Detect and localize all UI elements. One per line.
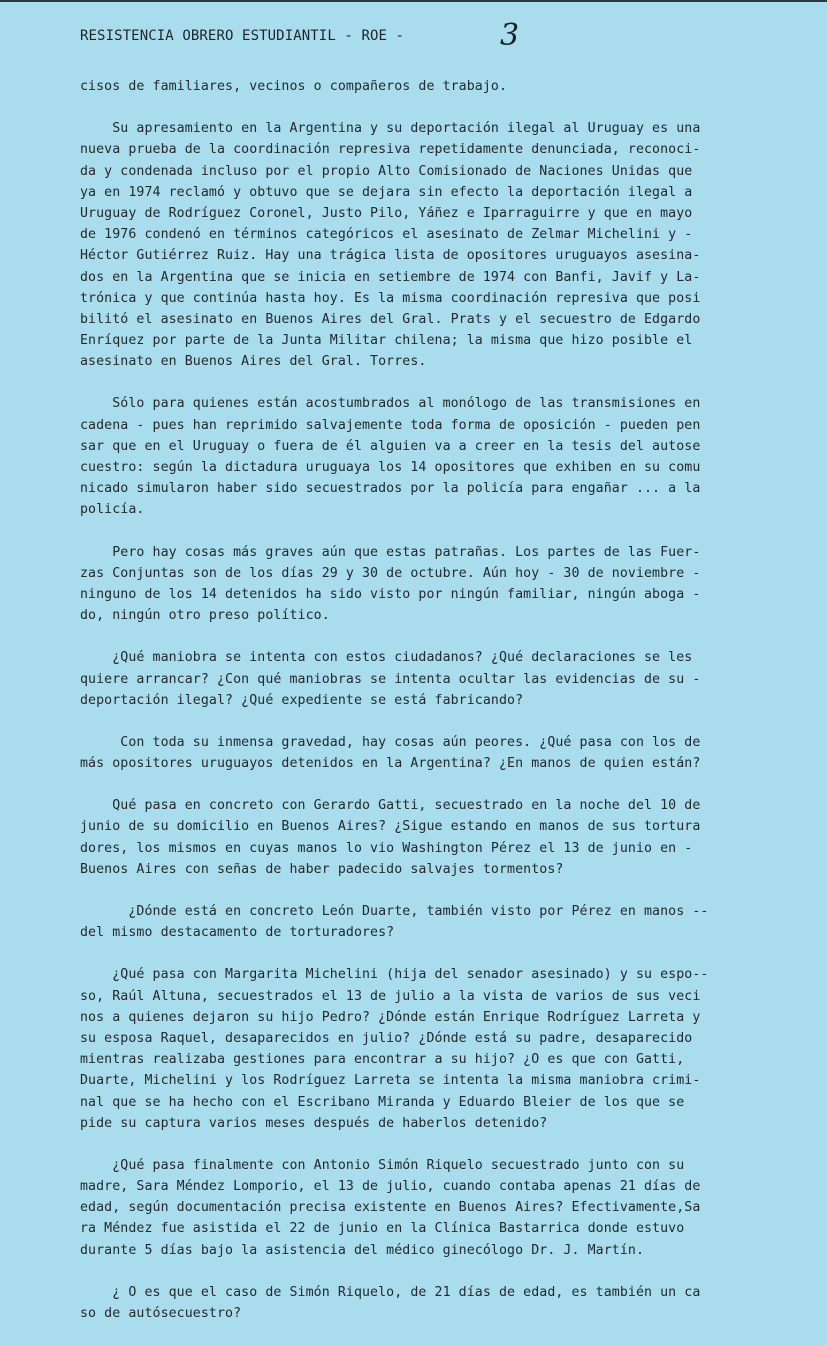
header-title: RESISTENCIA OBRERO ESTUDIANTIL - ROE -: [80, 28, 405, 44]
text-line: ¿Qué pasa con Margarita Michelini (hija del senador asesinado) y su espo--: [80, 967, 709, 983]
document-body: [80, 76, 798, 1345]
text-line: Con toda su inmensa gravedad, hay cosas aún peores. ¿Qué pasa con los de: [80, 734, 701, 750]
text-line: pide su captura varios meses después de haberlos detenido?: [80, 1115, 548, 1131]
text-line: nal que se ha hecho con el Escribano Miranda y Eduardo Bleier de los que se: [80, 1094, 685, 1110]
text-line: da y condenada incluso por el propio Alto Comisionado de Naciones Unidas que: [80, 163, 693, 179]
paragraph: [80, 647, 798, 711]
page-number: 3: [500, 18, 520, 53]
text-line: más opositores uruguayos detenidos en la Argentina? ¿En manos de quien están?: [80, 756, 701, 772]
text-line: junio de su domicilio en Buenos Aires? ¿Sigue estando en manos de sus tortura: [80, 819, 701, 835]
text-line: madre, Sara Méndez Lomporio, el 13 de julio, cuando contaba apenas 21 días de: [80, 1179, 701, 1195]
text-line: Sólo para quienes están acostumbrados al monólogo de las transmisiones en: [80, 396, 701, 412]
paragraph: [80, 118, 798, 372]
paragraph: [80, 542, 798, 627]
text-line: ra Méndez fue asistida el 22 de junio en la Clínica Bastarrica donde estuvo: [80, 1221, 685, 1237]
text-line: Buenos Aires con señas de haber padecido salvajes tormentos?: [80, 861, 564, 877]
text-line: do, ningún otro preso político.: [80, 608, 330, 624]
paragraph: [80, 964, 798, 1134]
text-line: sar que en el Uruguay o fuera de él alguien va a creer en la tesis del autose: [80, 438, 701, 454]
text-line: ¿Qué maniobra se intenta con estos ciudadanos? ¿Qué declaraciones se les: [80, 650, 693, 666]
text-line: ¿Dónde está en concreto León Duarte, también visto por Pérez en manos --: [80, 904, 709, 919]
text-line: edad, según documentación precisa existente en Buenos Aires? Efectivamente,Sa: [80, 1200, 701, 1216]
text-line: Uruguay de Rodríguez Coronel, Justo Pilo, Yáñez e Iparraguirre y que en mayo: [80, 205, 693, 221]
text-line: trónica y que continúa hasta hoy. Es la misma coordinación represiva que posi: [80, 290, 701, 306]
text-line: dos en la Argentina que se inicia en setiembre de 1974 con Banfi, Javif y La-: [80, 269, 701, 285]
text-line: nueva prueba de la coordinación represiva repetidamente denunciada, reconoci-: [80, 142, 701, 158]
text-line: cadena - pues han reprimido salvajemente toda forma de oposición - pueden pen: [80, 417, 701, 433]
text-line: durante 5 días bajo la asistencia del médico ginecólogo Dr. J. Martín.: [80, 1242, 645, 1258]
text-line: bilitó el asesinato en Buenos Aires del Gral. Prats y el secuestro de Edgardo: [80, 311, 701, 327]
text-line: asesinato en Buenos Aires del Gral. Torres.: [80, 354, 427, 370]
text-line: ya en 1974 reclamó y obtuvo que se dejara sin efecto la deportación ilegal a: [80, 184, 693, 200]
text-line: policía.: [80, 502, 145, 518]
paragraph: [80, 795, 798, 880]
text-line: Héctor Gutiérrez Ruiz. Hay una trágica lista de opositores uruguayos asesina-: [80, 248, 701, 264]
paragraph: [80, 76, 798, 97]
text-line: Duarte, Michelini y los Rodríguez Larreta se intenta la misma maniobra crimi-: [80, 1073, 701, 1089]
text-line: cuestro: según la dictadura uruguaya los 14 opositores que exhiben en su comu: [80, 460, 701, 475]
text-line: ¿ O es que el caso de Simón Riquelo, de 21 días de edad, es también un ca: [80, 1284, 701, 1300]
paragraph: [80, 1155, 798, 1261]
text-line: nicado simularon haber sido secuestrados por la policía para engañar ... a la: [80, 481, 701, 497]
text-line: mientras realizaba gestiones para encontrar a su hijo? ¿O es que con Gatti,: [80, 1052, 685, 1068]
text-line: nos a quienes dejaron su hijo Pedro? ¿Dónde están Enrique Rodríguez Larreta y: [80, 1009, 701, 1025]
text-line: so de autósecuestro?: [80, 1306, 242, 1321]
text-line: Pero hay cosas más graves aún que estas patrañas. Los partes de las Fuer-: [80, 544, 701, 560]
text-line: quiere arrancar? ¿Con qué maniobras se intenta ocultar las evidencias de su -: [80, 671, 701, 687]
text-line: deportación ilegal? ¿Qué expediente se está fabricando?: [80, 692, 524, 708]
page-header: [80, 18, 780, 64]
text-line: Su apresamiento en la Argentina y su deportación ilegal al Uruguay es una: [80, 121, 701, 137]
text-line: de 1976 condenó en términos categóricos el asesinato de Zelmar Michelini y -: [80, 227, 693, 243]
paragraph: [80, 393, 798, 520]
text-line: cisos de familiares, vecinos o compañeros de trabajo.: [80, 79, 508, 94]
text-line: zas Conjuntas son de los días 29 y 30 de octubre. Aún hoy - 30 de noviembre -: [80, 565, 701, 581]
paragraph: [80, 732, 798, 774]
text-line: del mismo destacamento de torturadores?: [80, 925, 395, 941]
text-line: Qué pasa en concreto con Gerardo Gatti, secuestrado en la noche del 10 de: [80, 798, 701, 814]
text-line: ¿Qué pasa finalmente con Antonio Simón Riquelo secuestrado junto con su: [80, 1157, 685, 1173]
text-line: su esposa Raquel, desaparecidos en julio? ¿Dónde está su padre, desaparecido: [80, 1030, 693, 1046]
text-line: so, Raúl Altuna, secuestrados el 13 de julio a la vista de varios de sus veci: [80, 988, 701, 1004]
text-line: Enríquez por parte de la Junta Militar chilena; la misma que hizo posible el: [80, 333, 693, 349]
text-line: ninguno de los 14 detenidos ha sido visto por ningún familiar, ningún aboga -: [80, 586, 701, 602]
text-line: dores, los mismos en cuyas manos lo vio Washington Pérez el 13 de junio en -: [80, 840, 693, 856]
paragraph: [80, 1282, 798, 1324]
paragraph: [80, 901, 798, 943]
